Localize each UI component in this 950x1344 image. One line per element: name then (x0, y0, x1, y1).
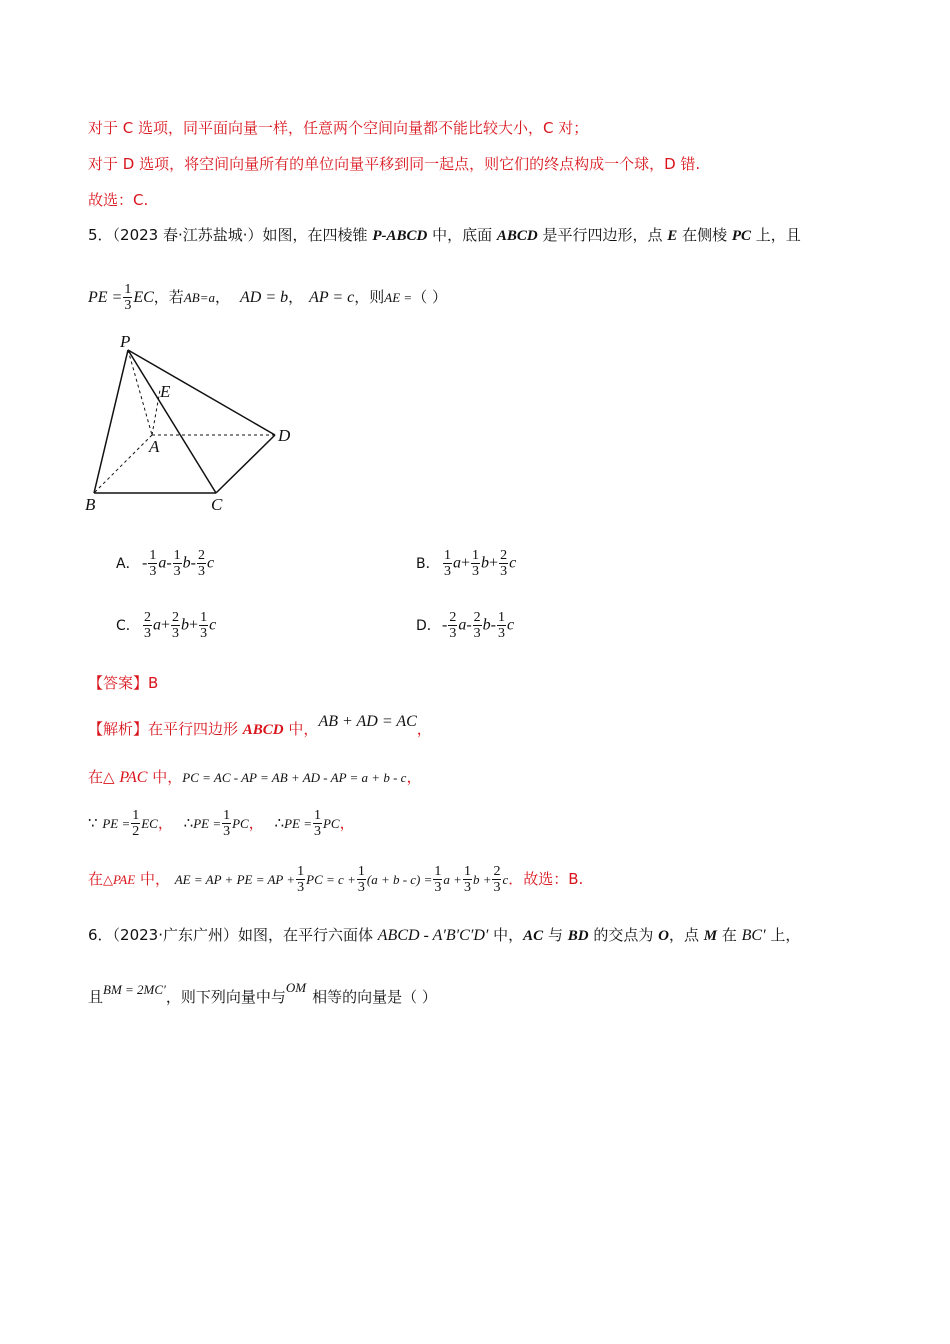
math-om: OM (285, 980, 307, 995)
math-ab: AB=a (183, 290, 215, 305)
edge-pd (128, 350, 275, 435)
q5-base: ABCD (496, 228, 538, 244)
edge-pa (128, 350, 152, 435)
q5-analysis-2: 在△ PAC 中，PC = AC - AP = AB + AD - AP = a + b - c， (88, 768, 422, 786)
edge-pc (128, 350, 216, 493)
q5-analysis-1: 【解析】在平行四边形 ABCD 中，AB + AD = AC， (88, 713, 432, 738)
q6-number: 6． (88, 926, 113, 944)
math-ae: AE = (384, 290, 413, 305)
edge-ab (94, 435, 152, 493)
q5-text: 中，底面 (427, 226, 497, 244)
text-ze: ，则 (354, 288, 385, 306)
q5-source: （2023 春·江苏盐城·） (112, 226, 263, 244)
q6-condition: 且BM = 2MC′，则下列向量中与OM相等的向量是（ ） (88, 980, 437, 1006)
option-label: A． (116, 555, 140, 572)
math-eq3: AE = AP + PE = AP + (174, 872, 296, 887)
label-b: B (85, 495, 96, 514)
text-ruo: ，若 (153, 288, 184, 306)
analysis-tag: 【解析】 (88, 720, 149, 738)
label-p: P (120, 332, 131, 351)
option-c[interactable]: C． $\frac{2}{3}$ a+ $\frac{2}{3}$ b+ $\frac{1}{3}$ c (116, 610, 217, 641)
math-ad: AD = b (239, 289, 289, 306)
label-c: C (211, 495, 223, 514)
pyramid-figure (80, 330, 310, 520)
math-solid: ABCD - A′B′C′D′ (377, 927, 489, 944)
option-d[interactable]: D．- $\frac{2}{3}$ a- $\frac{2}{3}$ b- $\frac{1}{3}$ c (416, 610, 515, 641)
math-ec: EC (133, 289, 154, 306)
option-a[interactable]: A． - $\frac{1}{3}$ a- $\frac{1}{3}$ b- $\frac{2}{3}$ c (116, 548, 215, 579)
comma: ， (288, 288, 304, 306)
edge-cd (216, 435, 275, 493)
option-label: D． (416, 617, 441, 634)
q5-pyramid: P-ABCD (372, 228, 428, 244)
solution-answer: 故选：C. (88, 191, 149, 209)
math-bm: BM = 2MC′ (103, 982, 166, 997)
solution-line-c: 对于 C 选项，同平面向量一样，任意两个空间向量都不能比较大小，C 对； (88, 119, 589, 137)
final-answer: ．故选：B. (508, 870, 584, 888)
q5-answer (88, 672, 158, 694)
option-label: B． (416, 555, 440, 572)
because-symbol: ∵ (88, 814, 98, 832)
q5-condition (88, 280, 447, 315)
label-a: A (149, 437, 160, 456)
fraction: $\frac{1}{3}$ (124, 282, 132, 313)
q6-stem: 6．（2023·广东广州）如图，在平行六面体 ABCD - A′B′C′D′ 中，AC 与 BD 的交点为 O，点 M 在 BC′ 上， (88, 926, 801, 944)
q5-point: E (667, 228, 678, 244)
q5-text: 在侧棱 (677, 226, 732, 244)
option-label: C． (116, 617, 140, 634)
answer-value: B (148, 674, 159, 692)
q5-text: 是平行四边形，点 (537, 226, 668, 244)
math-ap: AP = c (309, 289, 355, 306)
q5-number: 5． (88, 226, 113, 244)
math-eq1: AB + AD = AC (318, 713, 417, 730)
solution-line-d: 对于 D 选项，将空间向量所有的单位向量平移到同一起点，则它们的终点构成一个球，D 错. (88, 155, 701, 173)
comma: ， (214, 288, 230, 306)
answer-tag: 【答案】 (88, 674, 149, 692)
label-d: D (278, 426, 291, 445)
option-b[interactable]: B． $\frac{1}{3}$ a+ $\frac{1}{3}$ b+ $\frac{2}{3}$ c (416, 548, 517, 579)
math-pe: PE = (88, 289, 123, 306)
q6-source: （2023·广东广州） (112, 926, 238, 944)
q5-analysis-3: ∵ PE = $\frac{1}{2}$ EC， ∴PE = $\frac{1}{3}$ PC， ∴PE = $\frac{1}{3}$ PC， (88, 808, 355, 839)
edge-pb (94, 350, 128, 493)
answer-blank: （ ） (412, 288, 447, 306)
q5-analysis-4: 在△PAE 中， AE = AP + PE = AP + $\frac{1}{3}$ PC = c + $\frac{1}{3}$ (a + b - c) = $\frac{1}{3}$ a + $\frac{1}{3}$ b + $\frac{2}{3}$ c．故选：B. (88, 864, 584, 895)
math-eq2: PC = AC - AP = AB + AD - AP = a + b - c (182, 770, 407, 785)
q5-edge: PC (731, 228, 752, 244)
q5-text: 上，且 (751, 226, 801, 244)
q5-text: 如图，在四棱锥 (262, 226, 373, 244)
label-e: E (160, 382, 171, 401)
therefore-symbol: ∴ (183, 814, 194, 832)
q5-stem (88, 224, 801, 247)
